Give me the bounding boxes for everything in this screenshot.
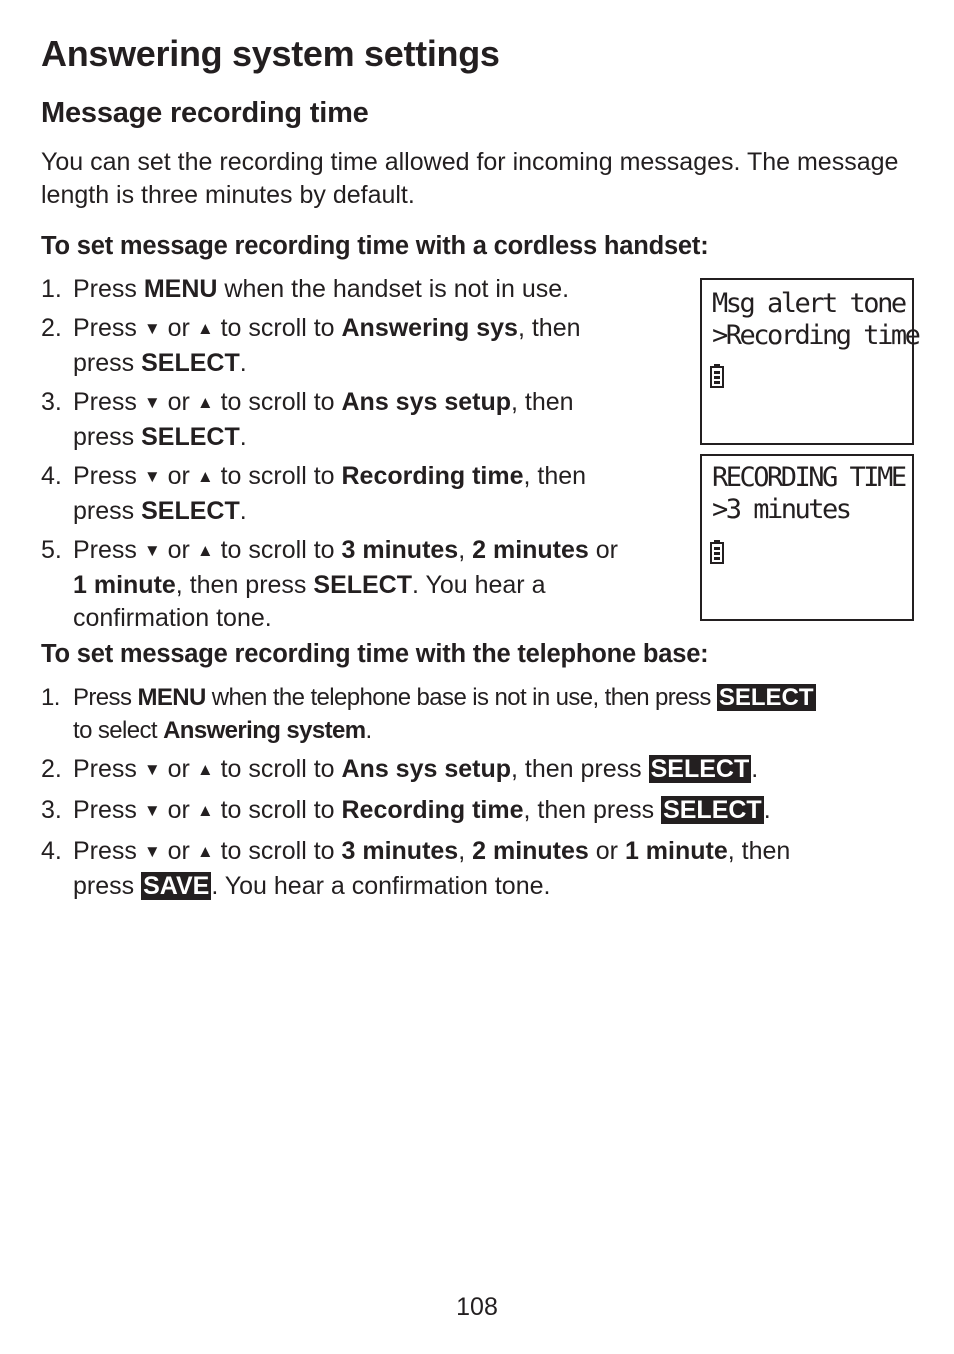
down-arrow-icon: ▼: [143, 842, 161, 861]
menu-key-text: MENU: [137, 684, 206, 711]
step-number: 3.: [41, 388, 62, 416]
step-number: 5.: [41, 536, 62, 564]
handset-step-1: 1. Press MENU when the handset is not in use.: [41, 273, 681, 306]
step-number: 2.: [41, 314, 62, 342]
step-number: 1.: [41, 684, 60, 711]
select-key-label: SELECT: [663, 796, 762, 824]
handset-screen-recording-time: [700, 454, 914, 621]
handset-step-2: 2. Press ▼ or ▲ to scroll to Answering sys, then press SELECT.: [41, 314, 581, 377]
base-step-4: 4. Press ▼ or ▲ to scroll to 3 minutes, 2 minutes or 1 minute, then press SAVE. You hear a confirmation tone.: [41, 837, 791, 900]
select-key-text: SELECT: [141, 423, 240, 451]
handset-screen-menu: [700, 278, 919, 445]
base-step-2: 2. Press ▼ or ▲ to scroll to Ans sys setup, then press SELECT.: [41, 753, 913, 788]
up-arrow-icon: ▲: [196, 467, 214, 486]
base-steps: [41, 681, 913, 903]
handset-step-3: 3. Press ▼ or ▲ to scroll to Ans sys setup, then press SELECT.: [41, 388, 574, 451]
down-arrow-icon: ▼: [143, 541, 161, 560]
section-title: Message recording time: [41, 97, 369, 129]
battery-icon: [710, 540, 724, 564]
up-arrow-icon: ▲: [196, 319, 214, 338]
down-arrow-icon: ▼: [143, 801, 161, 820]
down-arrow-icon: ▼: [143, 393, 161, 412]
screen-line-2: >3 minutes: [712, 494, 850, 525]
step-number: 1.: [41, 275, 62, 303]
select-key-label: SELECT: [650, 755, 750, 783]
up-arrow-icon: ▲: [196, 801, 214, 820]
up-arrow-icon: ▲: [196, 842, 214, 861]
base-step-3: 3. Press ▼ or ▲ to scroll to Recording time, then press SELECT.: [41, 794, 913, 829]
screen-line-1: Msg alert tone: [712, 288, 905, 319]
page-title: Answering system settings: [41, 33, 500, 74]
up-arrow-icon: ▲: [196, 393, 214, 412]
base-heading: To set message recording time with the telephone base:: [41, 640, 709, 668]
handset-step-5: 5. Press ▼ or ▲ to scroll to 3 minutes, 2 minutes or 1 minute, then press SELECT. You hear a confirmation tone.: [41, 536, 618, 632]
select-key-label: SELECT: [718, 684, 814, 711]
down-arrow-icon: ▼: [143, 467, 161, 486]
handset-heading: To set message recording time with a cordless handset:: [41, 232, 709, 260]
screen-line-1: RECORDING TIME: [712, 462, 905, 493]
save-key-label: SAVE: [143, 872, 210, 900]
step-number: 4.: [41, 837, 62, 865]
step-number: 2.: [41, 755, 62, 783]
down-arrow-icon: ▼: [143, 760, 161, 779]
step-number: 4.: [41, 462, 62, 490]
page-number: 108: [456, 1293, 498, 1321]
battery-icon: [710, 364, 724, 388]
intro-paragraph: You can set the recording time allowed for incoming messages. The message length is three minutes by default.: [41, 148, 899, 209]
select-key-text: SELECT: [141, 349, 240, 377]
handset-steps: [41, 273, 681, 635]
base-step-1: 1. Press MENU when the telephone base is not in use, then press SELECT to select Answering system.: [41, 681, 913, 747]
select-key-text: SELECT: [313, 571, 413, 599]
step-number: 3.: [41, 796, 62, 824]
handset-step-4: 4. Press ▼ or ▲ to scroll to Recording time, then press SELECT.: [41, 462, 587, 525]
up-arrow-icon: ▲: [196, 541, 214, 560]
menu-key-text: MENU: [143, 275, 218, 303]
up-arrow-icon: ▲: [196, 760, 214, 779]
screen-line-2: >Recording time: [712, 320, 919, 351]
down-arrow-icon: ▼: [143, 319, 161, 338]
select-key-text: SELECT: [141, 497, 240, 525]
